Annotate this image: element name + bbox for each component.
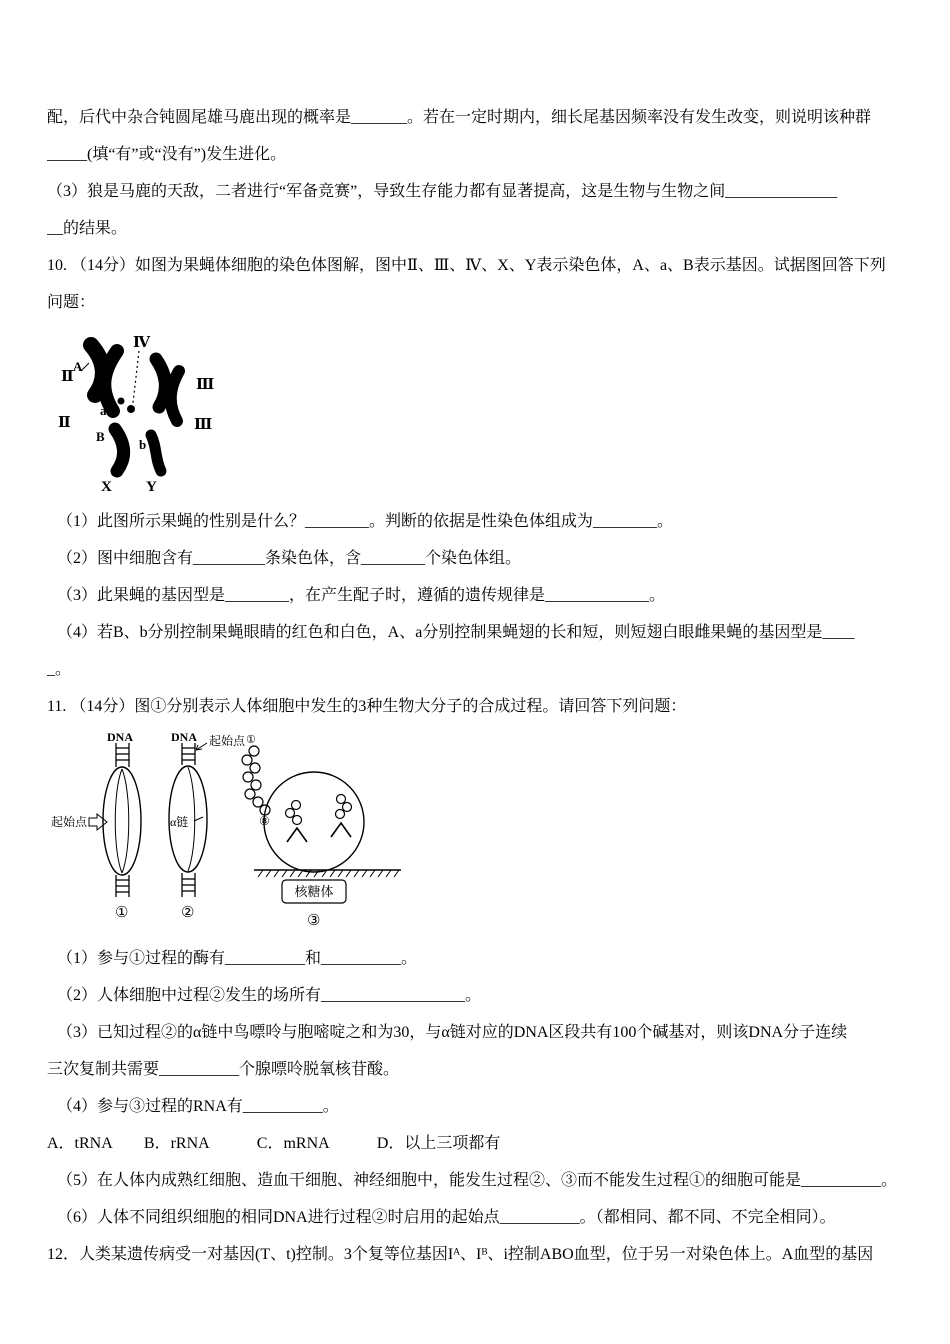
dna-ladder-mid-bottom <box>182 873 195 897</box>
question-10-sub2: （2）图中细胞含有_________条染色体，含________个染色体组。 <box>57 550 522 567</box>
dna-label-mid: DNA <box>171 730 197 744</box>
question-10-sub1: （1）此图所示果蝇的性别是什么？________。判断的依据是性染色体组成为________。 <box>57 513 674 530</box>
question-12-intro: 12．人类某遗传病受一对基因(T、t)控制。3个复等位基因Iᴬ、Iᴮ、i控制ABO血型，位于另一对染色体上。A血型的基因 <box>47 1246 874 1263</box>
origin-arrow-left <box>89 814 107 830</box>
chromosome-III-label: Ⅲ <box>196 377 215 393</box>
chromosome-II-pair <box>91 345 117 411</box>
origin-arrow-mid <box>196 743 207 750</box>
chromosome-IV-dots <box>118 398 136 414</box>
question-11-sub5: （5）在人体内成熟红细胞、造血干细胞、神经细胞中，能发生过程②、③而不能发生过程①的细胞可能是__________。 <box>57 1172 898 1189</box>
chromosome-II-label-2: Ⅱ <box>58 415 71 431</box>
chromosome-XY-pair <box>115 429 161 471</box>
question-11-sub6: （6）人体不同组织细胞的相同DNA进行过程②时启用的起始点__________。（都相同、都不同、不完全相同）。 <box>57 1209 836 1226</box>
allele-a-label: a <box>100 403 107 418</box>
alpha-chain-label: α链 <box>170 815 189 829</box>
question-10-intro: 10. （14分）如图为果蝇体细胞的染色体图解，图中Ⅱ、Ⅲ、Ⅳ、X、Y表示染色体，A、a、B表示基因。试据图回答下列 <box>47 257 886 274</box>
dotted-pointer-line <box>133 351 139 403</box>
peptide-chain-junction-number: ⑧ <box>259 814 270 828</box>
alpha-chain-pointer <box>194 817 203 821</box>
trna-with-peptide-1 <box>286 801 308 843</box>
chromosome-IV-label: Ⅳ <box>133 335 151 351</box>
figure-fruitfly-chromosomes <box>53 325 228 497</box>
chromosome-III-pair <box>156 359 179 421</box>
question-11-sub3-cont: 三次复制共需要__________个腺嘌呤脱氧核苷酸。 <box>47 1061 400 1078</box>
question-11 <box>47 688 912 1236</box>
question-10-intro-cont: 问题： <box>47 294 96 311</box>
figure-macromolecule-synthesis <box>49 727 409 932</box>
ribosome-circle <box>264 772 364 872</box>
question-11-sub4: （4）参与③过程的RNA有__________。 <box>57 1098 339 1115</box>
question-11-sub3: （3）已知过程②的α链中鸟嘌呤与胞嘧啶之和为30，与α链对应的DNA区段共有100个碱基对，则该DNA分子连续 <box>57 1024 848 1041</box>
transcription-rna-strand <box>188 767 195 871</box>
dna-ladder-left-bottom <box>116 875 129 897</box>
replication-inner-strands <box>115 769 129 873</box>
question-11-sub2: （2）人体细胞中过程②发生的场所有__________________。 <box>57 987 482 1004</box>
question-11-intro: 11. （14分）图①分别表示人体细胞中发生的3种生物大分子的合成过程。请回答下列问题： <box>47 698 687 715</box>
trna-with-peptide-2 <box>331 795 352 838</box>
dna-ladder-mid-top <box>182 743 195 765</box>
question-10 <box>47 247 912 688</box>
allele-b-label: b <box>139 437 147 452</box>
peptide-chain-top-number: ① <box>246 734 256 746</box>
text-line: __的结果。 <box>47 220 128 237</box>
process-3-label: ③ <box>307 913 321 929</box>
growing-peptide-chain <box>242 746 270 815</box>
process-2-label: ② <box>181 905 195 921</box>
question-9-continuation <box>47 99 912 247</box>
question-10-sub4-cont: _。 <box>47 661 72 678</box>
dna-label-left: DNA <box>107 730 133 744</box>
text-line: _____(填“有”或“没有”)发生进化。 <box>47 146 287 163</box>
question-11-sub4-options: A．tRNA B．rRNA C．mRNA D．以上三项都有 <box>47 1135 501 1152</box>
text-line: （3）狼是马鹿的天敌，二者进行“军备竞赛”，导致生存能力都有显著提高，这是生物与生物之间______________ <box>47 183 838 200</box>
dna-ladder-left-top <box>116 743 129 767</box>
question-10-sub3: （3）此果蝇的基因型是________，在产生配子时，遵循的遗传规律是_____________。 <box>57 587 666 604</box>
question-10-sub4: （4）若B、b分别控制果蝇眼睛的红色和白色，A、a分别控制果蝇翅的长和短，则短翅白眼雌果蝇的基因型是____ <box>57 624 855 641</box>
chromosome-III-label-2: Ⅲ <box>194 417 213 433</box>
process-1-label: ① <box>115 905 129 921</box>
origin-label-mid: 起始点 <box>209 734 246 748</box>
allele-A-label: A <box>73 359 83 374</box>
question-12 <box>47 1236 912 1273</box>
origin-label-left: 起始点 <box>51 815 88 829</box>
text-line: 配，后代中杂合钝圆尾雄马鹿出现的概率是_______。若在一定时期内，细长尾基因频率没有发生改变，则说明该种群 <box>47 109 872 126</box>
ribosome-label: 核糖体 <box>294 884 334 899</box>
chromosome-II-label: Ⅱ <box>61 369 74 385</box>
chromosome-Y-label: Y <box>146 479 157 495</box>
mrna-hatching <box>258 870 399 877</box>
replication-bubble <box>103 767 141 875</box>
allele-B-label: B <box>96 429 105 444</box>
chromosome-X-label: X <box>101 479 112 495</box>
question-11-sub1: （1）参与①过程的酶有__________和__________。 <box>57 950 418 967</box>
